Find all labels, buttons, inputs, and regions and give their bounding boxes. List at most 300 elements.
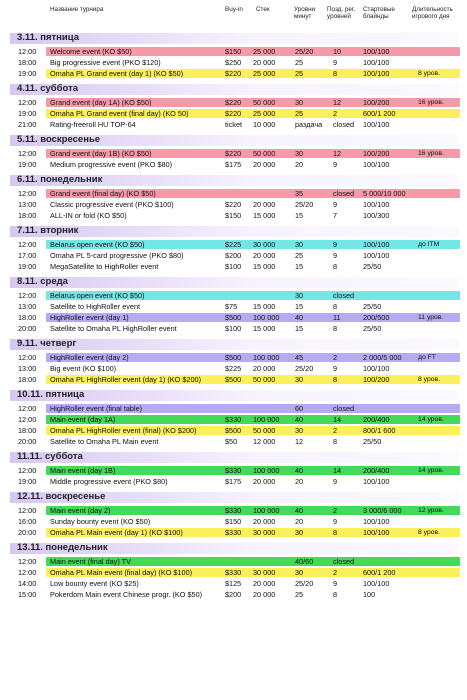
event-time: 12:00 bbox=[18, 149, 37, 158]
event-time: 12:00 bbox=[18, 415, 37, 424]
event-levels: 40/60 bbox=[295, 557, 314, 566]
event-name: Omaha PL HighRoller event (final) (KO $200) bbox=[50, 426, 197, 435]
event-late-reg: 9 bbox=[333, 477, 338, 486]
event-levels: 20 bbox=[295, 477, 304, 486]
event-blinds: 25/50 bbox=[363, 302, 382, 311]
event-buyin: $500 bbox=[225, 375, 242, 384]
event-levels: 20 bbox=[295, 160, 304, 169]
day-label: 13.11. понедельник bbox=[17, 542, 108, 553]
event-blinds: 100/100 bbox=[363, 120, 390, 129]
header-late-registration: Позд. рег. уровней bbox=[327, 6, 356, 20]
event-time: 12:00 bbox=[18, 240, 37, 249]
event-stack: 50 000 bbox=[253, 149, 276, 158]
event-blinds: 200/400 bbox=[363, 466, 390, 475]
event-row bbox=[0, 374, 467, 385]
event-blinds: 100/100 bbox=[363, 477, 390, 486]
event-levels: 30 bbox=[295, 528, 304, 537]
event-levels: 40 bbox=[295, 415, 304, 424]
day-header bbox=[10, 390, 458, 401]
event-buyin: $150 bbox=[225, 211, 242, 220]
event-late-reg: closed bbox=[333, 189, 355, 198]
event-row bbox=[0, 527, 467, 538]
event-name: HighRoller event (day 1) bbox=[50, 313, 129, 322]
event-stack: 15 000 bbox=[253, 302, 276, 311]
event-buyin: $175 bbox=[225, 160, 242, 169]
event-buyin: $220 bbox=[225, 69, 242, 78]
event-stack: 100 000 bbox=[253, 353, 280, 362]
event-time: 12:00 bbox=[18, 98, 37, 107]
event-late-reg: closed bbox=[333, 291, 355, 300]
event-buyin: $150 bbox=[225, 47, 242, 56]
event-levels: 25 bbox=[295, 251, 304, 260]
event-row bbox=[0, 199, 467, 210]
event-buyin: $50 bbox=[225, 437, 238, 446]
event-name: Pokerdom Main event Chinese progr. (KO $50) bbox=[50, 590, 203, 599]
event-name: Big event (KO $100) bbox=[50, 364, 117, 373]
event-blinds: 100/100 bbox=[363, 69, 390, 78]
event-row bbox=[0, 97, 467, 108]
event-late-reg: 14 bbox=[333, 466, 342, 475]
event-name: Big progressive event (PKO $120) bbox=[50, 58, 161, 67]
event-stack: 20 000 bbox=[253, 364, 276, 373]
event-time: 12:00 bbox=[18, 291, 37, 300]
event-name: Sunday bounty event (KO $50) bbox=[50, 517, 151, 526]
event-stack: 100 000 bbox=[253, 415, 280, 424]
event-levels: 40 bbox=[295, 313, 304, 322]
event-time: 21:00 bbox=[18, 120, 37, 129]
event-late-reg: 9 bbox=[333, 160, 338, 169]
event-time: 18:00 bbox=[18, 375, 37, 384]
event-blinds: 100/100 bbox=[363, 200, 390, 209]
table-header bbox=[0, 0, 467, 32]
event-name: Omaha PL Grand event (final day) (KO 50) bbox=[50, 109, 189, 118]
event-row bbox=[0, 589, 467, 600]
event-name: Omaha PL Grand event (day 1) (KO $50) bbox=[50, 69, 184, 78]
event-stack: 50 000 bbox=[253, 98, 276, 107]
event-name: Medium progressive event (PKO $80) bbox=[50, 160, 173, 169]
event-late-reg: 2 bbox=[333, 353, 338, 362]
event-buyin: $75 bbox=[225, 302, 238, 311]
event-buyin: $330 bbox=[225, 528, 242, 537]
event-blinds: 25/50 bbox=[363, 262, 382, 271]
event-time: 20:00 bbox=[18, 324, 37, 333]
event-late-reg: 10 bbox=[333, 47, 342, 56]
event-row bbox=[0, 68, 467, 79]
event-late-reg: closed bbox=[333, 404, 355, 413]
event-levels: 25 bbox=[295, 69, 304, 78]
event-levels: 30 bbox=[295, 98, 304, 107]
event-blinds: 100 bbox=[363, 590, 376, 599]
event-time: 18:00 bbox=[18, 58, 37, 67]
event-blinds: 100/100 bbox=[363, 58, 390, 67]
event-levels: 15 bbox=[295, 262, 304, 271]
event-time: 17:00 bbox=[18, 251, 37, 260]
event-levels: 25/20 bbox=[295, 579, 314, 588]
event-buyin: $220 bbox=[225, 98, 242, 107]
event-row bbox=[0, 403, 467, 414]
day-label: 9.11. четверг bbox=[17, 338, 77, 349]
event-time: 12:00 bbox=[18, 506, 37, 515]
event-late-reg: 9 bbox=[333, 517, 338, 526]
event-stack: 20 000 bbox=[253, 517, 276, 526]
event-row bbox=[0, 188, 467, 199]
event-late-reg: 12 bbox=[333, 149, 342, 158]
event-buyin: $330 bbox=[225, 466, 242, 475]
event-stack: 20 000 bbox=[253, 251, 276, 260]
event-levels: 30 bbox=[295, 568, 304, 577]
event-name: Satellite to Omaha PL HighRoller event bbox=[50, 324, 177, 333]
event-stack: 20 000 bbox=[253, 58, 276, 67]
event-row bbox=[0, 363, 467, 374]
event-row bbox=[0, 46, 467, 57]
event-stack: 50 000 bbox=[253, 426, 276, 435]
event-name: Omaha PL HighRoller event (day 1) (KO $200) bbox=[50, 375, 202, 384]
event-stack: 50 000 bbox=[253, 375, 276, 384]
event-buyin: $225 bbox=[225, 364, 242, 373]
event-duration: 11 уров. bbox=[418, 314, 444, 321]
event-late-reg: 8 bbox=[333, 437, 338, 446]
day-header bbox=[10, 452, 458, 463]
event-row bbox=[0, 465, 467, 476]
day-label: 12.11. воскресенье bbox=[17, 491, 106, 502]
event-stack: 12 000 bbox=[253, 437, 276, 446]
day-label: 5.11. воскресенье bbox=[17, 134, 101, 145]
event-time: 12:00 bbox=[18, 557, 37, 566]
event-levels: 15 bbox=[295, 302, 304, 311]
event-name: Satellite to HighRoller event bbox=[50, 302, 141, 311]
event-name: Grand event (final day) (KO $50) bbox=[50, 189, 156, 198]
event-blinds: 25/50 bbox=[363, 437, 382, 446]
event-stack: 15 000 bbox=[253, 211, 276, 220]
event-time: 19:00 bbox=[18, 262, 37, 271]
event-levels: 45 bbox=[295, 353, 304, 362]
event-late-reg: 8 bbox=[333, 528, 338, 537]
day-header bbox=[10, 135, 458, 146]
event-row bbox=[0, 210, 467, 221]
event-stack: 25 000 bbox=[253, 47, 276, 56]
event-stack: 20 000 bbox=[253, 590, 276, 599]
event-buyin: $100 bbox=[225, 324, 242, 333]
event-time: 12:00 bbox=[18, 568, 37, 577]
event-stack: 25 000 bbox=[253, 69, 276, 78]
event-blinds: 100/100 bbox=[363, 364, 390, 373]
event-row bbox=[0, 352, 467, 363]
event-row bbox=[0, 301, 467, 312]
event-buyin: $500 bbox=[225, 353, 242, 362]
event-buyin: $220 bbox=[225, 109, 242, 118]
header-buyin: Buy-in bbox=[225, 6, 243, 13]
event-name: Classic progressive event (PKO $100) bbox=[50, 200, 174, 209]
event-name: Main event (final day) TV bbox=[50, 557, 131, 566]
event-blinds: 2 000/5 000 bbox=[363, 353, 402, 362]
event-blinds: 200/500 bbox=[363, 313, 390, 322]
event-late-reg: 9 bbox=[333, 579, 338, 588]
event-name: Welcome event (KO $50) bbox=[50, 47, 132, 56]
event-name: Rating-freeroll HU TOP-64 bbox=[50, 120, 136, 129]
event-duration: до FT bbox=[418, 354, 436, 361]
event-levels: 25/20 bbox=[295, 200, 314, 209]
event-stack: 20 000 bbox=[253, 160, 276, 169]
event-stack: 100 000 bbox=[253, 466, 280, 475]
event-duration: до ITM bbox=[418, 241, 440, 248]
event-time: 12:00 bbox=[18, 404, 37, 413]
event-name: Grand event (day 1A) (KO $50) bbox=[50, 98, 152, 107]
event-late-reg: 8 bbox=[333, 262, 338, 271]
event-duration: 12 уров. bbox=[418, 507, 444, 514]
event-duration: 14 уров. bbox=[418, 467, 444, 474]
event-stack: 30 000 bbox=[253, 568, 276, 577]
header-stack: Стек bbox=[256, 6, 270, 13]
event-row bbox=[0, 578, 467, 589]
event-duration: 8 уров. bbox=[418, 70, 441, 77]
event-duration: 16 уров. bbox=[418, 99, 444, 106]
event-name: Main event (day 2) bbox=[50, 506, 111, 515]
event-row bbox=[0, 567, 467, 578]
event-time: 19:00 bbox=[18, 477, 37, 486]
day-label: 4.11. суббота bbox=[17, 83, 79, 94]
event-late-reg: 8 bbox=[333, 590, 338, 599]
event-buyin: $500 bbox=[225, 313, 242, 322]
event-row bbox=[0, 159, 467, 170]
event-stack: 15 000 bbox=[253, 324, 276, 333]
event-late-reg: 8 bbox=[333, 375, 338, 384]
event-levels: 25 bbox=[295, 58, 304, 67]
event-buyin: $100 bbox=[225, 262, 242, 271]
event-late-reg: 14 bbox=[333, 415, 342, 424]
event-late-reg: closed bbox=[333, 557, 355, 566]
event-row bbox=[0, 119, 467, 130]
event-row bbox=[0, 414, 467, 425]
header-day-duration: Длительность игрового дня bbox=[412, 6, 453, 20]
event-late-reg: 11 bbox=[333, 313, 341, 322]
event-levels: 40 bbox=[295, 506, 304, 515]
event-blinds: 100/100 bbox=[363, 517, 390, 526]
event-late-reg: 2 bbox=[333, 109, 338, 118]
event-blinds: 100/100 bbox=[363, 251, 390, 260]
event-time: 20:00 bbox=[18, 528, 37, 537]
event-levels: 30 bbox=[295, 375, 304, 384]
event-levels: 25/20 bbox=[295, 364, 314, 373]
event-blinds: 800/1 600 bbox=[363, 426, 396, 435]
event-blinds: 100/100 bbox=[363, 47, 390, 56]
event-name: HighRoller event (final table) bbox=[50, 404, 143, 413]
event-buyin: $200 bbox=[225, 590, 242, 599]
header-levels: Уровни минут bbox=[294, 6, 316, 20]
day-header bbox=[10, 226, 458, 237]
event-row bbox=[0, 425, 467, 436]
event-blinds: 100/100 bbox=[363, 240, 390, 249]
event-time: 12:00 bbox=[18, 47, 37, 56]
day-header bbox=[10, 175, 458, 186]
event-duration: 8 уров. bbox=[418, 376, 441, 383]
event-late-reg: 2 bbox=[333, 426, 338, 435]
event-blinds: 100/100 bbox=[363, 528, 390, 537]
event-duration: 8 уров. bbox=[418, 529, 441, 536]
event-stack: 30 000 bbox=[253, 528, 276, 537]
event-late-reg: 9 bbox=[333, 364, 338, 373]
event-time: 16:00 bbox=[18, 517, 37, 526]
event-row bbox=[0, 239, 467, 250]
event-time: 15:00 bbox=[18, 590, 37, 599]
event-row bbox=[0, 312, 467, 323]
event-levels: 30 bbox=[295, 426, 304, 435]
event-name: Main event (day 1B) bbox=[50, 466, 116, 475]
event-blinds: 5 000/10 000 bbox=[363, 189, 406, 198]
event-duration: 14 уров. bbox=[418, 416, 444, 423]
event-stack: 20 000 bbox=[253, 200, 276, 209]
event-levels: 35 bbox=[295, 189, 304, 198]
event-buyin: $250 bbox=[225, 58, 242, 67]
day-header bbox=[10, 543, 458, 554]
event-name: Low bounty event (KO $25) bbox=[50, 579, 139, 588]
day-header bbox=[10, 339, 458, 350]
event-buyin: $200 bbox=[225, 251, 242, 260]
event-time: 14:00 bbox=[18, 579, 37, 588]
event-time: 12:00 bbox=[18, 466, 37, 475]
event-row bbox=[0, 476, 467, 487]
event-late-reg: 2 bbox=[333, 506, 338, 515]
event-buyin: $500 bbox=[225, 426, 242, 435]
event-levels: 30 bbox=[295, 149, 304, 158]
event-row bbox=[0, 148, 467, 159]
event-buyin: ticket bbox=[225, 120, 243, 129]
event-levels: 20 bbox=[295, 517, 304, 526]
day-header bbox=[10, 492, 458, 503]
event-late-reg: 9 bbox=[333, 251, 338, 260]
header-starting-blinds: Стартовые блайнды bbox=[363, 6, 395, 20]
event-time: 20:00 bbox=[18, 437, 37, 446]
day-header bbox=[10, 84, 458, 95]
event-late-reg: 9 bbox=[333, 240, 338, 249]
event-buyin: $220 bbox=[225, 200, 242, 209]
day-header bbox=[10, 33, 458, 44]
event-time: 12:00 bbox=[18, 353, 37, 362]
day-label: 6.11. понедельник bbox=[17, 174, 103, 185]
event-levels: 25 bbox=[295, 590, 304, 599]
event-row bbox=[0, 261, 467, 272]
event-stack: 15 000 bbox=[253, 262, 276, 271]
event-late-reg: 8 bbox=[333, 302, 338, 311]
event-levels: 30 bbox=[295, 240, 304, 249]
day-header bbox=[10, 277, 458, 288]
event-levels: 25 bbox=[295, 109, 304, 118]
event-time: 18:00 bbox=[18, 313, 37, 322]
event-name: HighRoller event (day 2) bbox=[50, 353, 129, 362]
event-name: Main event (day 1A) bbox=[50, 415, 116, 424]
event-buyin: $220 bbox=[225, 149, 242, 158]
event-name: Omaha PL 5-card progressive (PKO $80) bbox=[50, 251, 184, 260]
event-blinds: 100/200 bbox=[363, 98, 390, 107]
event-time: 19:00 bbox=[18, 160, 37, 169]
event-row bbox=[0, 323, 467, 334]
event-levels: 25/20 bbox=[295, 47, 314, 56]
event-time: 19:00 bbox=[18, 109, 37, 118]
event-stack: 100 000 bbox=[253, 506, 280, 515]
event-stack: 20 000 bbox=[253, 579, 276, 588]
event-blinds: 100/200 bbox=[363, 375, 390, 384]
event-blinds: 100/100 bbox=[363, 579, 390, 588]
day-label: 3.11. пятница bbox=[17, 32, 79, 43]
event-blinds: 25/50 bbox=[363, 324, 382, 333]
event-buyin: $175 bbox=[225, 477, 242, 486]
event-time: 12:00 bbox=[18, 189, 37, 198]
event-row bbox=[0, 556, 467, 567]
event-buyin: $330 bbox=[225, 415, 242, 424]
event-levels: 12 bbox=[295, 437, 304, 446]
event-buyin: $330 bbox=[225, 506, 242, 515]
event-levels: 40 bbox=[295, 466, 304, 475]
event-name: Omaha PL Main event (day 1) (KO $100) bbox=[50, 528, 183, 537]
event-name: Belarus open event (KO $50) bbox=[50, 291, 145, 300]
event-late-reg: 12 bbox=[333, 98, 342, 107]
event-late-reg: 7 bbox=[333, 211, 338, 220]
event-late-reg: 8 bbox=[333, 69, 338, 78]
event-name: Belarus open event (KO $50) bbox=[50, 240, 145, 249]
event-late-reg: 2 bbox=[333, 568, 338, 577]
event-buyin: $150 bbox=[225, 517, 242, 526]
event-stack: 30 000 bbox=[253, 240, 276, 249]
header-tournament-name: Название турнира bbox=[50, 6, 104, 13]
event-blinds: 600/1 200 bbox=[363, 109, 396, 118]
event-levels: 15 bbox=[295, 324, 304, 333]
event-buyin: $225 bbox=[225, 240, 242, 249]
event-buyin: $125 bbox=[225, 579, 242, 588]
event-blinds: 3 000/6 000 bbox=[363, 506, 402, 515]
event-row bbox=[0, 290, 467, 301]
event-late-reg: 8 bbox=[333, 324, 338, 333]
event-row bbox=[0, 250, 467, 261]
event-stack: 100 000 bbox=[253, 313, 280, 322]
event-levels: раздача bbox=[295, 120, 323, 129]
event-levels: 60 bbox=[295, 404, 304, 413]
event-name: Middle progressive event (PKO $80) bbox=[50, 477, 168, 486]
event-blinds: 200/400 bbox=[363, 415, 390, 424]
event-time: 13:00 bbox=[18, 200, 37, 209]
day-label: 10.11. пятница bbox=[17, 389, 85, 400]
event-stack: 20 000 bbox=[253, 477, 276, 486]
event-time: 18:00 bbox=[18, 426, 37, 435]
event-stack: 25 000 bbox=[253, 109, 276, 118]
day-label: 7.11. вторник bbox=[17, 225, 79, 236]
day-label: 8.11. среда bbox=[17, 276, 68, 287]
day-label: 11.11. суббота bbox=[17, 451, 83, 462]
event-row bbox=[0, 516, 467, 527]
event-row bbox=[0, 108, 467, 119]
event-duration: 16 уров. bbox=[418, 150, 444, 157]
event-time: 18:00 bbox=[18, 211, 37, 220]
event-name: MegaSatellite to HighRoller event bbox=[50, 262, 159, 271]
event-levels: 30 bbox=[295, 291, 304, 300]
event-time: 13:00 bbox=[18, 364, 37, 373]
event-late-reg: closed bbox=[333, 120, 355, 129]
event-late-reg: 9 bbox=[333, 58, 338, 67]
event-blinds: 100/300 bbox=[363, 211, 390, 220]
event-name: Grand event (day 1B) (KO $50) bbox=[50, 149, 152, 158]
event-buyin: $330 bbox=[225, 568, 242, 577]
event-time: 13:00 bbox=[18, 302, 37, 311]
event-row bbox=[0, 57, 467, 68]
event-stack: 10 000 bbox=[253, 120, 276, 129]
event-late-reg: 9 bbox=[333, 200, 338, 209]
event-row bbox=[0, 505, 467, 516]
event-blinds: 100/100 bbox=[363, 160, 390, 169]
event-blinds: 100/200 bbox=[363, 149, 390, 158]
event-blinds: 600/1 200 bbox=[363, 568, 396, 577]
event-time: 19:00 bbox=[18, 69, 37, 78]
event-row bbox=[0, 436, 467, 447]
event-name: Omaha PL Main event (final day) (KO $100) bbox=[50, 568, 193, 577]
event-name: Satellite to Omaha PL Main event bbox=[50, 437, 159, 446]
